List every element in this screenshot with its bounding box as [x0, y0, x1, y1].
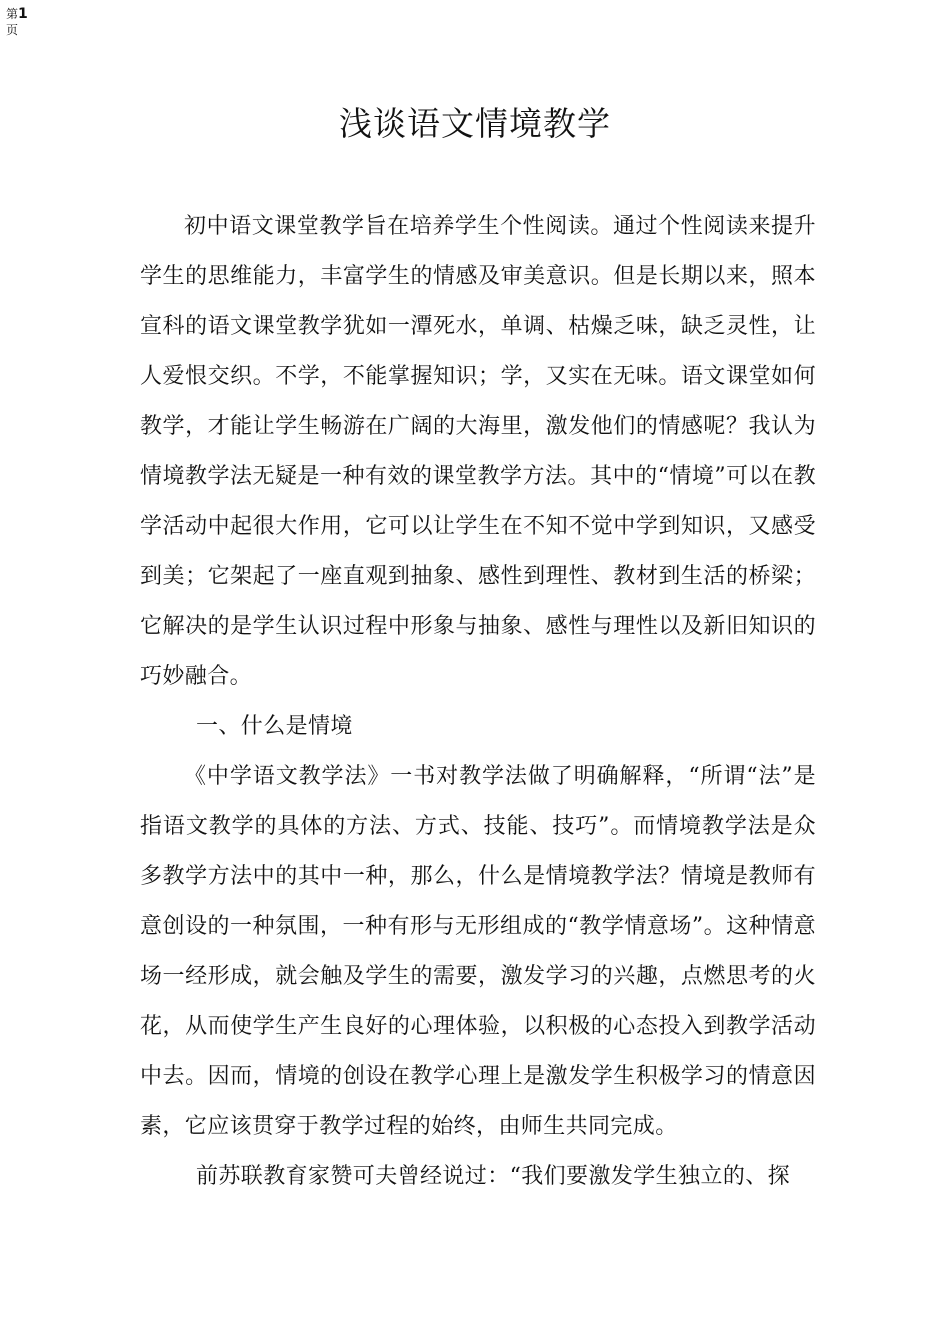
page-number-marker [6, 6, 36, 38]
page-label-top: 第 [6, 7, 19, 21]
page-number: 1 [18, 6, 28, 22]
paragraph-definition: 《中学语文教学法》一书对教学法做了明确解释，“所谓“法”是指语文教学的具体的方法、方式、技能、技巧”。而情境教学法是众多教学方法中的其中一种，那么，什么是情境教学法？情境是教师有意创设的一种氛围，一种有形与无形组成的“教学情意场”。这种情意场一经形成，就会触及学生的需要，激发学习的兴趣，点燃思考的火花，从而使学生产生良好的心理体验，以积极的心态投入到教学活动中去。因而，情境的创设在教学心理上是激发学生积极学习的情意因素，它应该贯穿于教学过程的始终，由师生共同完成。 [140, 764, 816, 1139]
document-title: 浅谈语文情境教学 [339, 104, 611, 143]
document-body [140, 202, 816, 1202]
paragraph-intro: 初中语文课堂教学旨在培养学生个性阅读。通过个性阅读来提升学生的思维能力，丰富学生的情感及审美意识。但是长期以来，照本宣科的语文课堂教学犹如一潭死水，单调、枯燥乏味，缺乏灵性，让人爱恨交织。不学，不能掌握知识；学，又实在无味。语文课堂如何教学，才能让学生畅游在广阔的大海里，激发他们的情感呢？我认为情境教学法无疑是一种有效的课堂教学方法。其中的“情境”可以在教学活动中起很大作用，它可以让学生在不知不觉中学到知识，又感受到美；它架起了一座直观到抽象、感性到理性、教材到生活的桥梁；它解决的是学生认识过程中形象与抽象、感性与理性以及新旧知识的巧妙融合。 [140, 214, 816, 689]
section-heading: 一、什么是情境 [196, 714, 353, 739]
paragraph-quote: 前苏联教育家赞可夫曾经说过：“我们要激发学生独立的、探 [196, 1164, 791, 1189]
page-label-bottom: 页 [6, 23, 19, 37]
